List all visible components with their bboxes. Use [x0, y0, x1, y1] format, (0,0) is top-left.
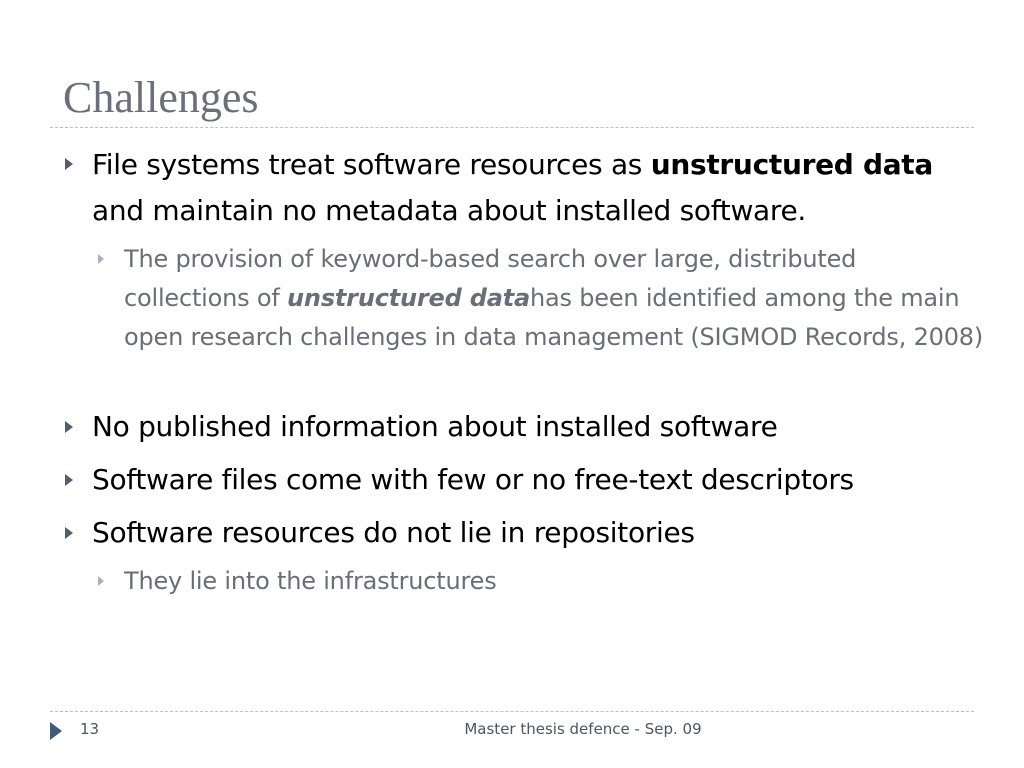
sub-bullet-1-emphasis: unstructured data [287, 284, 530, 312]
sub-bullet-1 [124, 240, 984, 357]
sub-bullet-1-text-before: The provision of keyword-based search over large, distributed collections of [124, 245, 857, 312]
bullet-1 [92, 142, 972, 234]
slide-number: 13 [80, 720, 100, 738]
footer-divider [50, 711, 974, 712]
bullet-arrow-icon [65, 158, 73, 170]
slide-title: Challenges [63, 73, 259, 122]
sub-bullet-2: They lie into the infrastructures [124, 567, 497, 595]
bullet-1-emphasis: unstructured data [650, 148, 933, 181]
sub-bullet-arrow-icon [98, 576, 104, 586]
bullet-1-text-before: File systems treat software resources as [92, 148, 651, 181]
sub-bullet-arrow-icon [98, 254, 104, 264]
footer-caption: Master thesis defence - Sep. 09 [464, 720, 702, 738]
bullet-1-text-after: and maintain no metadata about installed software. [92, 194, 807, 227]
bullet-arrow-icon [65, 527, 73, 539]
bullet-2: No published information about installed software [92, 410, 778, 443]
sub-bullet-1-text-after: has been identified among the main open research challenges in data management (SIGMOD Records, 2008) [124, 284, 984, 351]
bullet-4: Software resources do not lie in repositories [92, 516, 695, 549]
bullet-arrow-icon [65, 421, 73, 433]
bullet-3: Software files come with few or no free-text descriptors [92, 463, 854, 496]
bullet-arrow-icon [65, 474, 73, 486]
